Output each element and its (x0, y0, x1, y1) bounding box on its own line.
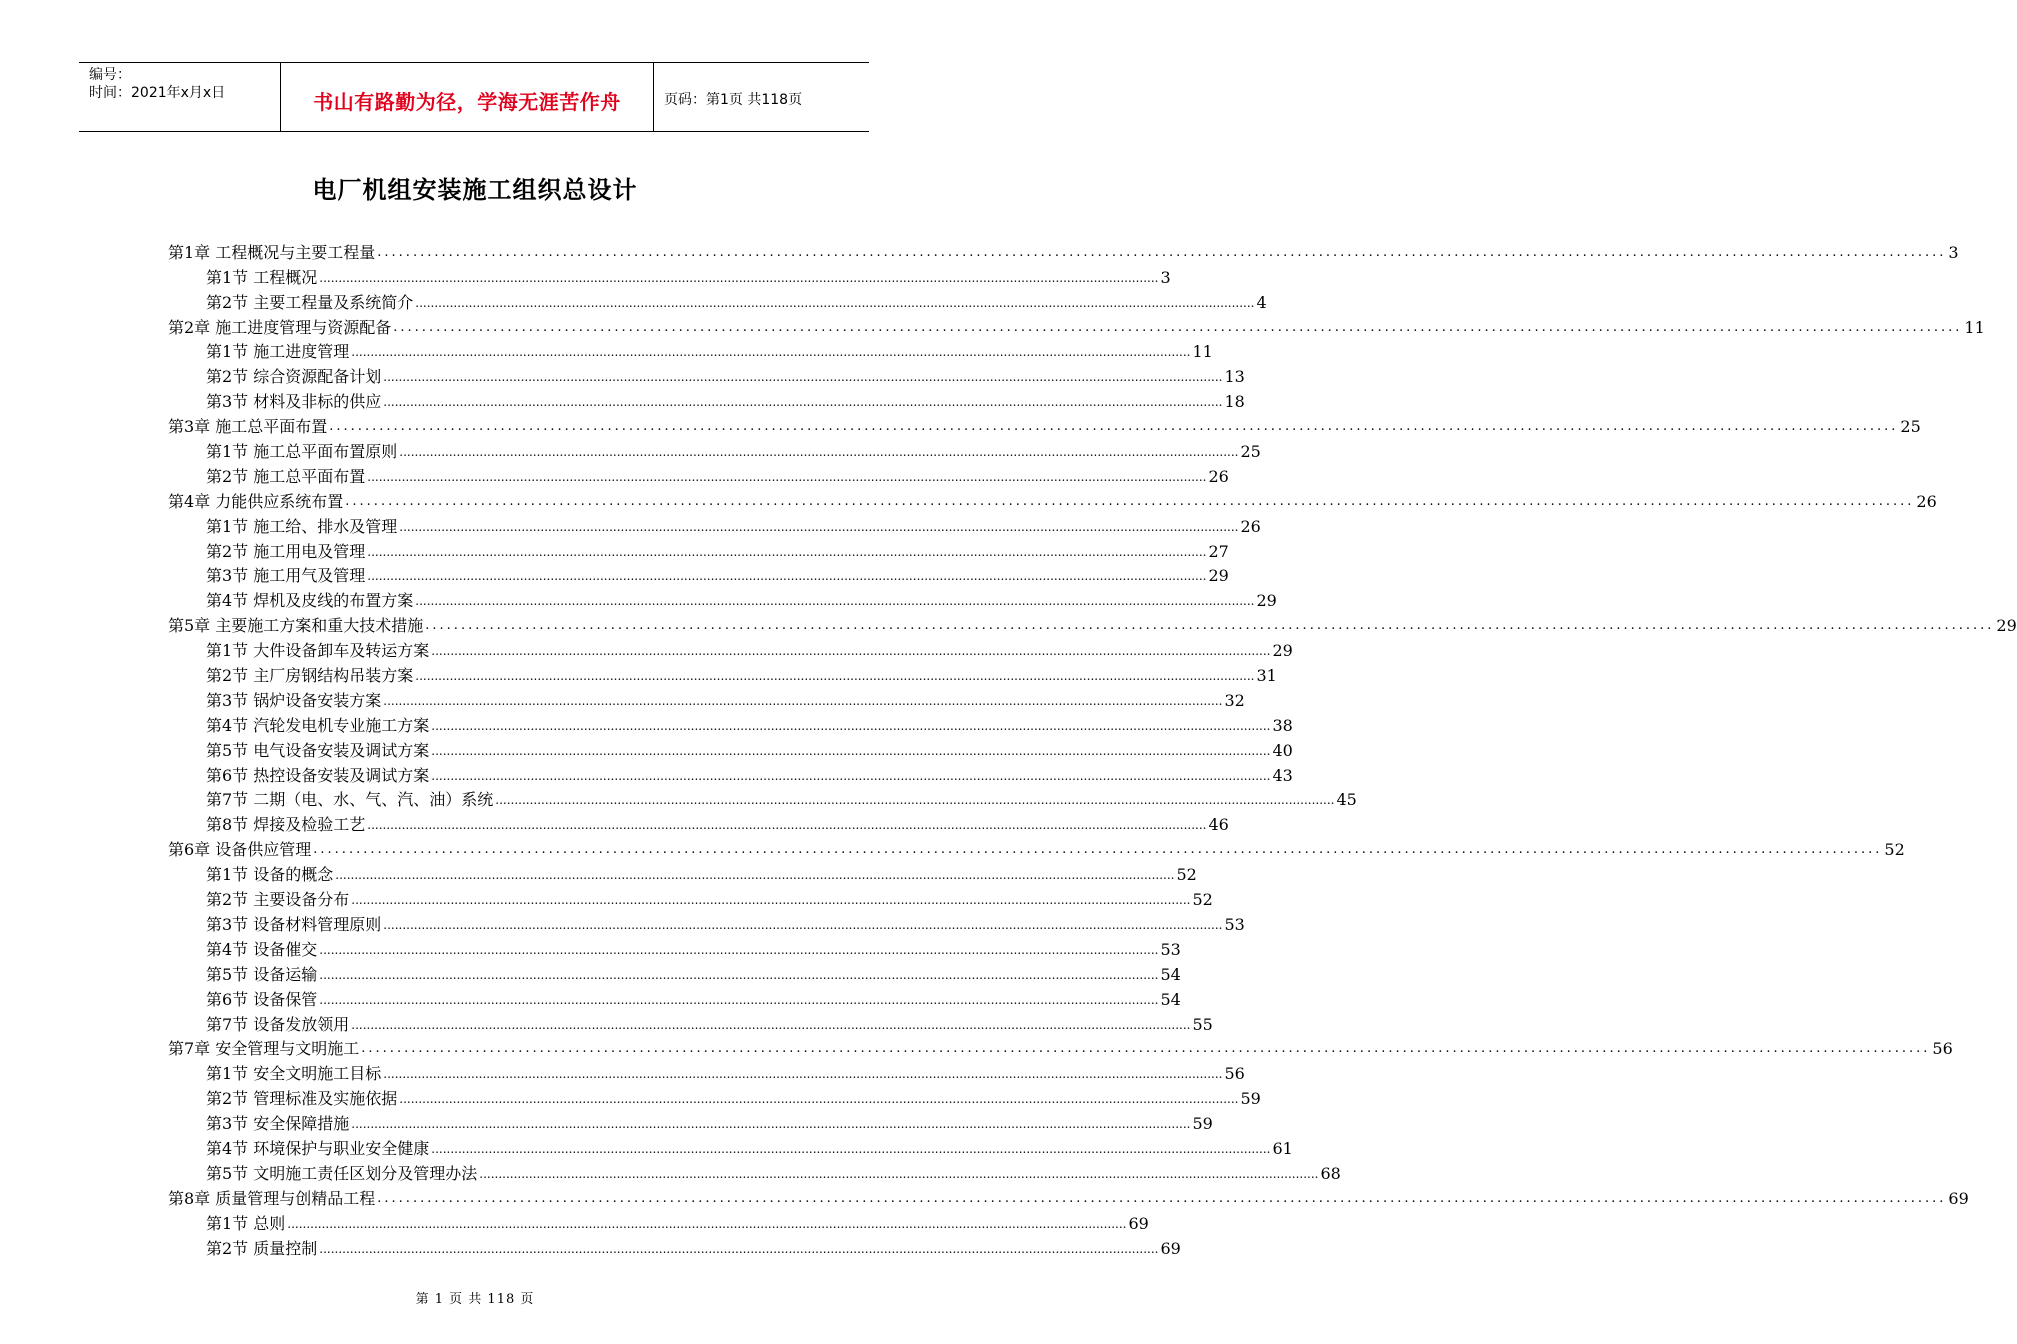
toc-entry-page: 3 (1160, 267, 1171, 287)
toc-dot-leader: ............................................................................................................................................................................................................................ (319, 942, 1159, 957)
toc-entry-label: 第4节 设备催交 (206, 939, 318, 959)
document-date-label: 时间：2021年x月x日 (89, 85, 226, 101)
toc-entry-label: 第4章 力能供应系统布置 (168, 491, 344, 511)
toc-dot-leader: ............................................................................................................................................................................................................................ (335, 868, 1175, 883)
toc-dot-leader: ............................................................................................................................................................................................................................ (431, 768, 1271, 783)
toc-chapter-entry[interactable] (168, 835, 1905, 860)
toc-dot-leader: ............................................................................................................................................................................................................................ (383, 1067, 1223, 1082)
toc-dot-leader: ............................................................................................................................................................................................................................ (495, 793, 1335, 808)
toc-dot-leader: ............................................................................................................................................................................................................................ (383, 917, 1223, 932)
toc-entry-page: 32 (1224, 690, 1245, 710)
toc-entry-page: 61 (1272, 1138, 1293, 1158)
toc-section-entry[interactable] (168, 1109, 1213, 1134)
toc-section-entry[interactable] (168, 910, 1245, 935)
toc-dot-leader: ............................................................................................................................................................................................................................ (351, 893, 1191, 908)
toc-section-entry[interactable] (168, 263, 1171, 288)
toc-entry-label: 第4节 焊机及皮线的布置方案 (206, 591, 414, 611)
toc-entry-label: 第3节 安全保障措施 (206, 1114, 350, 1134)
toc-dot-leader: ............................................................................................................................................................................................................................ (415, 295, 1255, 310)
document-number-label: 编号： (89, 67, 131, 83)
toc-entry-label: 第1节 总则 (206, 1213, 286, 1233)
toc-section-entry[interactable] (168, 960, 1181, 985)
toc-entry-page: 3 (1948, 242, 1959, 262)
toc-dot-leader: ............................................................................................................................................................................................................................ (431, 1141, 1271, 1156)
toc-entry-page: 53 (1224, 914, 1245, 934)
toc-entry-label: 第1节 安全文明施工目标 (206, 1064, 382, 1084)
toc-dot-leader: ............................................................................................................................................................................................................................ (377, 244, 1947, 260)
toc-dot-leader: ............................................................................................................................................................................................................................ (287, 1216, 1127, 1231)
toc-dot-leader: ............................................................................................................................................................................................................................ (367, 818, 1207, 833)
toc-entry-page: 26 (1208, 466, 1229, 486)
toc-entry-page: 69 (1948, 1188, 1969, 1208)
toc-entry-label: 第5节 电气设备安装及调试方案 (206, 740, 430, 760)
toc-entry-label: 第8章 质量管理与创精品工程 (168, 1188, 376, 1208)
toc-entry-label: 第1章 工程概况与主要工程量 (168, 242, 376, 262)
toc-dot-leader: ............................................................................................................................................................................................................................ (383, 693, 1223, 708)
toc-entry-label: 第7章 安全管理与文明施工 (168, 1039, 360, 1059)
toc-entry-page: 54 (1160, 989, 1181, 1009)
toc-entry-label: 第8节 焊接及检验工艺 (206, 815, 366, 835)
toc-section-entry[interactable] (168, 711, 1293, 736)
toc-entry-label: 第5节 设备运输 (206, 964, 318, 984)
toc-chapter-entry[interactable] (168, 412, 1921, 437)
toc-section-entry[interactable] (168, 860, 1197, 885)
toc-entry-page: 11 (1192, 342, 1213, 362)
toc-entry-page: 38 (1272, 715, 1293, 735)
toc-entry-page: 59 (1192, 1114, 1213, 1134)
toc-section-entry[interactable] (168, 1059, 1245, 1084)
page-footer: 第 1 页 共 118 页 (415, 1292, 535, 1307)
toc-entry-label: 第2节 质量控制 (206, 1238, 318, 1258)
toc-entry-page: 18 (1224, 392, 1245, 412)
toc-section-entry[interactable] (168, 1209, 1149, 1234)
toc-entry-page: 27 (1208, 541, 1229, 561)
toc-entry-page: 29 (1996, 616, 2017, 636)
toc-entry-label: 第2节 主要设备分布 (206, 890, 350, 910)
toc-section-entry[interactable] (168, 586, 1277, 611)
toc-entry-page: 56 (1224, 1064, 1245, 1084)
toc-chapter-entry[interactable] (168, 1035, 1953, 1060)
toc-dot-leader: ............................................................................................................................................................................................................................ (415, 669, 1255, 684)
toc-entry-label: 第5章 主要施工方案和重大技术措施 (168, 616, 424, 636)
toc-entry-page: 29 (1208, 566, 1229, 586)
toc-dot-leader: ............................................................................................................................................................................................................................ (415, 594, 1255, 609)
toc-entry-label: 第7节 二期（电、水、气、汽、油）系统 (206, 790, 494, 810)
toc-entry-label: 第1节 施工总平面布置原则 (206, 442, 398, 462)
toc-entry-page: 13 (1224, 367, 1245, 387)
toc-section-entry[interactable] (168, 985, 1181, 1010)
toc-section-entry[interactable] (168, 1134, 1293, 1159)
toc-entry-page: 52 (1176, 865, 1197, 885)
toc-section-entry[interactable] (168, 736, 1293, 761)
toc-entry-label: 第1节 设备的概念 (206, 865, 334, 885)
toc-section-entry[interactable] (168, 1234, 1181, 1259)
toc-entry-page: 56 (1932, 1039, 1953, 1059)
toc-entry-label: 第5节 文明施工责任区划分及管理办法 (206, 1163, 478, 1183)
toc-section-entry[interactable] (168, 1084, 1261, 1109)
toc-entry-page: 43 (1272, 765, 1293, 785)
toc-dot-leader: ............................................................................................................................................................................................................................ (383, 395, 1223, 410)
toc-entry-page: 29 (1256, 591, 1277, 611)
toc-dot-leader: ............................................................................................................................................................................................................................ (319, 967, 1159, 982)
toc-entry-label: 第2章 施工进度管理与资源配备 (168, 317, 392, 337)
toc-entry-label: 第2节 综合资源配备计划 (206, 367, 382, 387)
toc-section-entry[interactable] (168, 686, 1245, 711)
toc-dot-leader: ............................................................................................................................................................................................................................ (319, 270, 1159, 285)
toc-section-entry[interactable] (168, 636, 1293, 661)
toc-section-entry[interactable] (168, 810, 1229, 835)
toc-section-entry[interactable] (168, 562, 1229, 587)
toc-dot-leader: ............................................................................................................................................................................................................................ (367, 544, 1207, 559)
toc-section-entry[interactable] (168, 786, 1357, 811)
toc-section-entry[interactable] (168, 512, 1261, 537)
toc-entry-page: 69 (1160, 1238, 1181, 1258)
toc-entry-label: 第6节 热控设备安装及调试方案 (206, 765, 430, 785)
toc-entry-page: 26 (1916, 491, 1937, 511)
toc-entry-page: 52 (1884, 840, 1905, 860)
toc-section-entry[interactable] (168, 1159, 1341, 1184)
toc-entry-page: 11 (1964, 317, 1985, 337)
toc-entry-page: 4 (1256, 292, 1267, 312)
toc-section-entry[interactable] (168, 338, 1213, 363)
toc-dot-leader: ............................................................................................................................................................................................................................ (351, 1017, 1191, 1032)
toc-dot-leader: ............................................................................................................................................................................................................................ (351, 345, 1191, 360)
toc-section-entry[interactable] (168, 661, 1277, 686)
toc-dot-leader: ............................................................................................................................................................................................................................ (329, 419, 1899, 435)
toc-dot-leader: ............................................................................................................................................................................................................................ (377, 1190, 1947, 1206)
toc-entry-label: 第3章 施工总平面布置 (168, 417, 328, 437)
toc-entry-label: 第4节 环境保护与职业安全健康 (206, 1138, 430, 1158)
toc-dot-leader: ............................................................................................................................................................................................................................ (367, 569, 1207, 584)
toc-entry-label: 第3节 设备材料管理原则 (206, 914, 382, 934)
toc-dot-leader: ............................................................................................................................................................................................................................ (393, 319, 1963, 335)
toc-entry-page: 45 (1336, 790, 1357, 810)
toc-entry-label: 第6章 设备供应管理 (168, 840, 312, 860)
toc-entry-page: 59 (1240, 1089, 1261, 1109)
toc-entry-page: 31 (1256, 666, 1277, 686)
toc-entry-page: 52 (1192, 890, 1213, 910)
toc-section-entry[interactable] (168, 437, 1261, 462)
toc-chapter-entry[interactable] (168, 313, 1985, 338)
toc-section-entry[interactable] (168, 761, 1293, 786)
toc-entry-label: 第2节 管理标准及实施依据 (206, 1089, 398, 1109)
toc-dot-leader: ............................................................................................................................................................................................................................ (319, 992, 1159, 1007)
toc-entry-page: 69 (1128, 1213, 1149, 1233)
toc-dot-leader: ............................................................................................................................................................................................................................ (313, 842, 1883, 858)
toc-entry-label: 第1节 工程概况 (206, 267, 318, 287)
toc-dot-leader: ............................................................................................................................................................................................................................ (351, 1117, 1191, 1132)
toc-section-entry[interactable] (168, 537, 1229, 562)
toc-dot-leader: ............................................................................................................................................................................................................................ (431, 644, 1271, 659)
toc-dot-leader: ............................................................................................................................................................................................................................ (361, 1041, 1931, 1057)
toc-entry-label: 第3节 施工用气及管理 (206, 566, 366, 586)
toc-entry-label: 第1节 大件设备卸车及转运方案 (206, 641, 430, 661)
toc-section-entry[interactable] (168, 288, 1267, 313)
toc-entry-label: 第1节 施工进度管理 (206, 342, 350, 362)
toc-chapter-entry[interactable] (168, 1184, 1969, 1209)
header-meta-cell (79, 63, 281, 131)
toc-dot-leader: ............................................................................................................................................................................................................................ (431, 743, 1271, 758)
toc-chapter-entry[interactable] (168, 238, 1959, 263)
toc-entry-page: 26 (1240, 516, 1261, 536)
toc-dot-leader: ............................................................................................................................................................................................................................ (399, 445, 1239, 460)
toc-dot-leader: ............................................................................................................................................................................................................................ (399, 1092, 1239, 1107)
toc-entry-page: 25 (1240, 442, 1261, 462)
toc-entry-label: 第2节 施工总平面布置 (206, 466, 366, 486)
toc-section-entry[interactable] (168, 885, 1213, 910)
toc-dot-leader: ............................................................................................................................................................................................................................ (383, 370, 1223, 385)
header-page-cell (654, 63, 869, 131)
toc-dot-leader: ............................................................................................................................................................................................................................ (399, 519, 1239, 534)
header-motto: 书山有路勤为径，学海无涯苦作舟 (313, 90, 621, 114)
toc-entry-label: 第6节 设备保管 (206, 989, 318, 1009)
toc-entry-page: 55 (1192, 1014, 1213, 1034)
toc-entry-page: 54 (1160, 964, 1181, 984)
toc-entry-label: 第2节 主要工程量及系统简介 (206, 292, 414, 312)
table-of-contents (168, 238, 2017, 1259)
toc-section-entry[interactable] (168, 462, 1229, 487)
toc-dot-leader: ............................................................................................................................................................................................................................ (367, 469, 1207, 484)
page-header (79, 62, 869, 132)
toc-entry-label: 第7节 设备发放领用 (206, 1014, 350, 1034)
toc-dot-leader: ............................................................................................................................................................................................................................ (425, 618, 1995, 634)
toc-dot-leader: ............................................................................................................................................................................................................................ (319, 1241, 1159, 1256)
toc-dot-leader: ............................................................................................................................................................................................................................ (479, 1166, 1319, 1181)
toc-chapter-entry[interactable] (168, 487, 1937, 512)
toc-entry-page: 68 (1320, 1163, 1341, 1183)
toc-entry-label: 第4节 汽轮发电机专业施工方案 (206, 715, 430, 735)
toc-entry-page: 29 (1272, 641, 1293, 661)
toc-section-entry[interactable] (168, 387, 1245, 412)
toc-section-entry[interactable] (168, 935, 1181, 960)
toc-section-entry[interactable] (168, 1010, 1213, 1035)
toc-section-entry[interactable] (168, 362, 1245, 387)
toc-entry-page: 40 (1272, 740, 1293, 760)
toc-entry-label: 第1节 施工给、排水及管理 (206, 516, 398, 536)
toc-entry-page: 25 (1900, 417, 1921, 437)
header-motto-cell (281, 63, 654, 131)
toc-entry-label: 第3节 锅炉设备安装方案 (206, 690, 382, 710)
toc-entry-label: 第2节 施工用电及管理 (206, 541, 366, 561)
toc-entry-page: 46 (1208, 815, 1229, 835)
header-page-info: 页码：第1页 共118页 (664, 92, 803, 108)
document-title: 电厂机组安装施工组织总设计 (312, 176, 638, 204)
toc-entry-page: 53 (1160, 939, 1181, 959)
toc-dot-leader: ............................................................................................................................................................................................................................ (431, 718, 1271, 733)
toc-chapter-entry[interactable] (168, 611, 2017, 636)
toc-dot-leader: ............................................................................................................................................................................................................................ (345, 493, 1915, 509)
toc-entry-label: 第2节 主厂房钢结构吊装方案 (206, 666, 414, 686)
toc-entry-label: 第3节 材料及非标的供应 (206, 392, 382, 412)
